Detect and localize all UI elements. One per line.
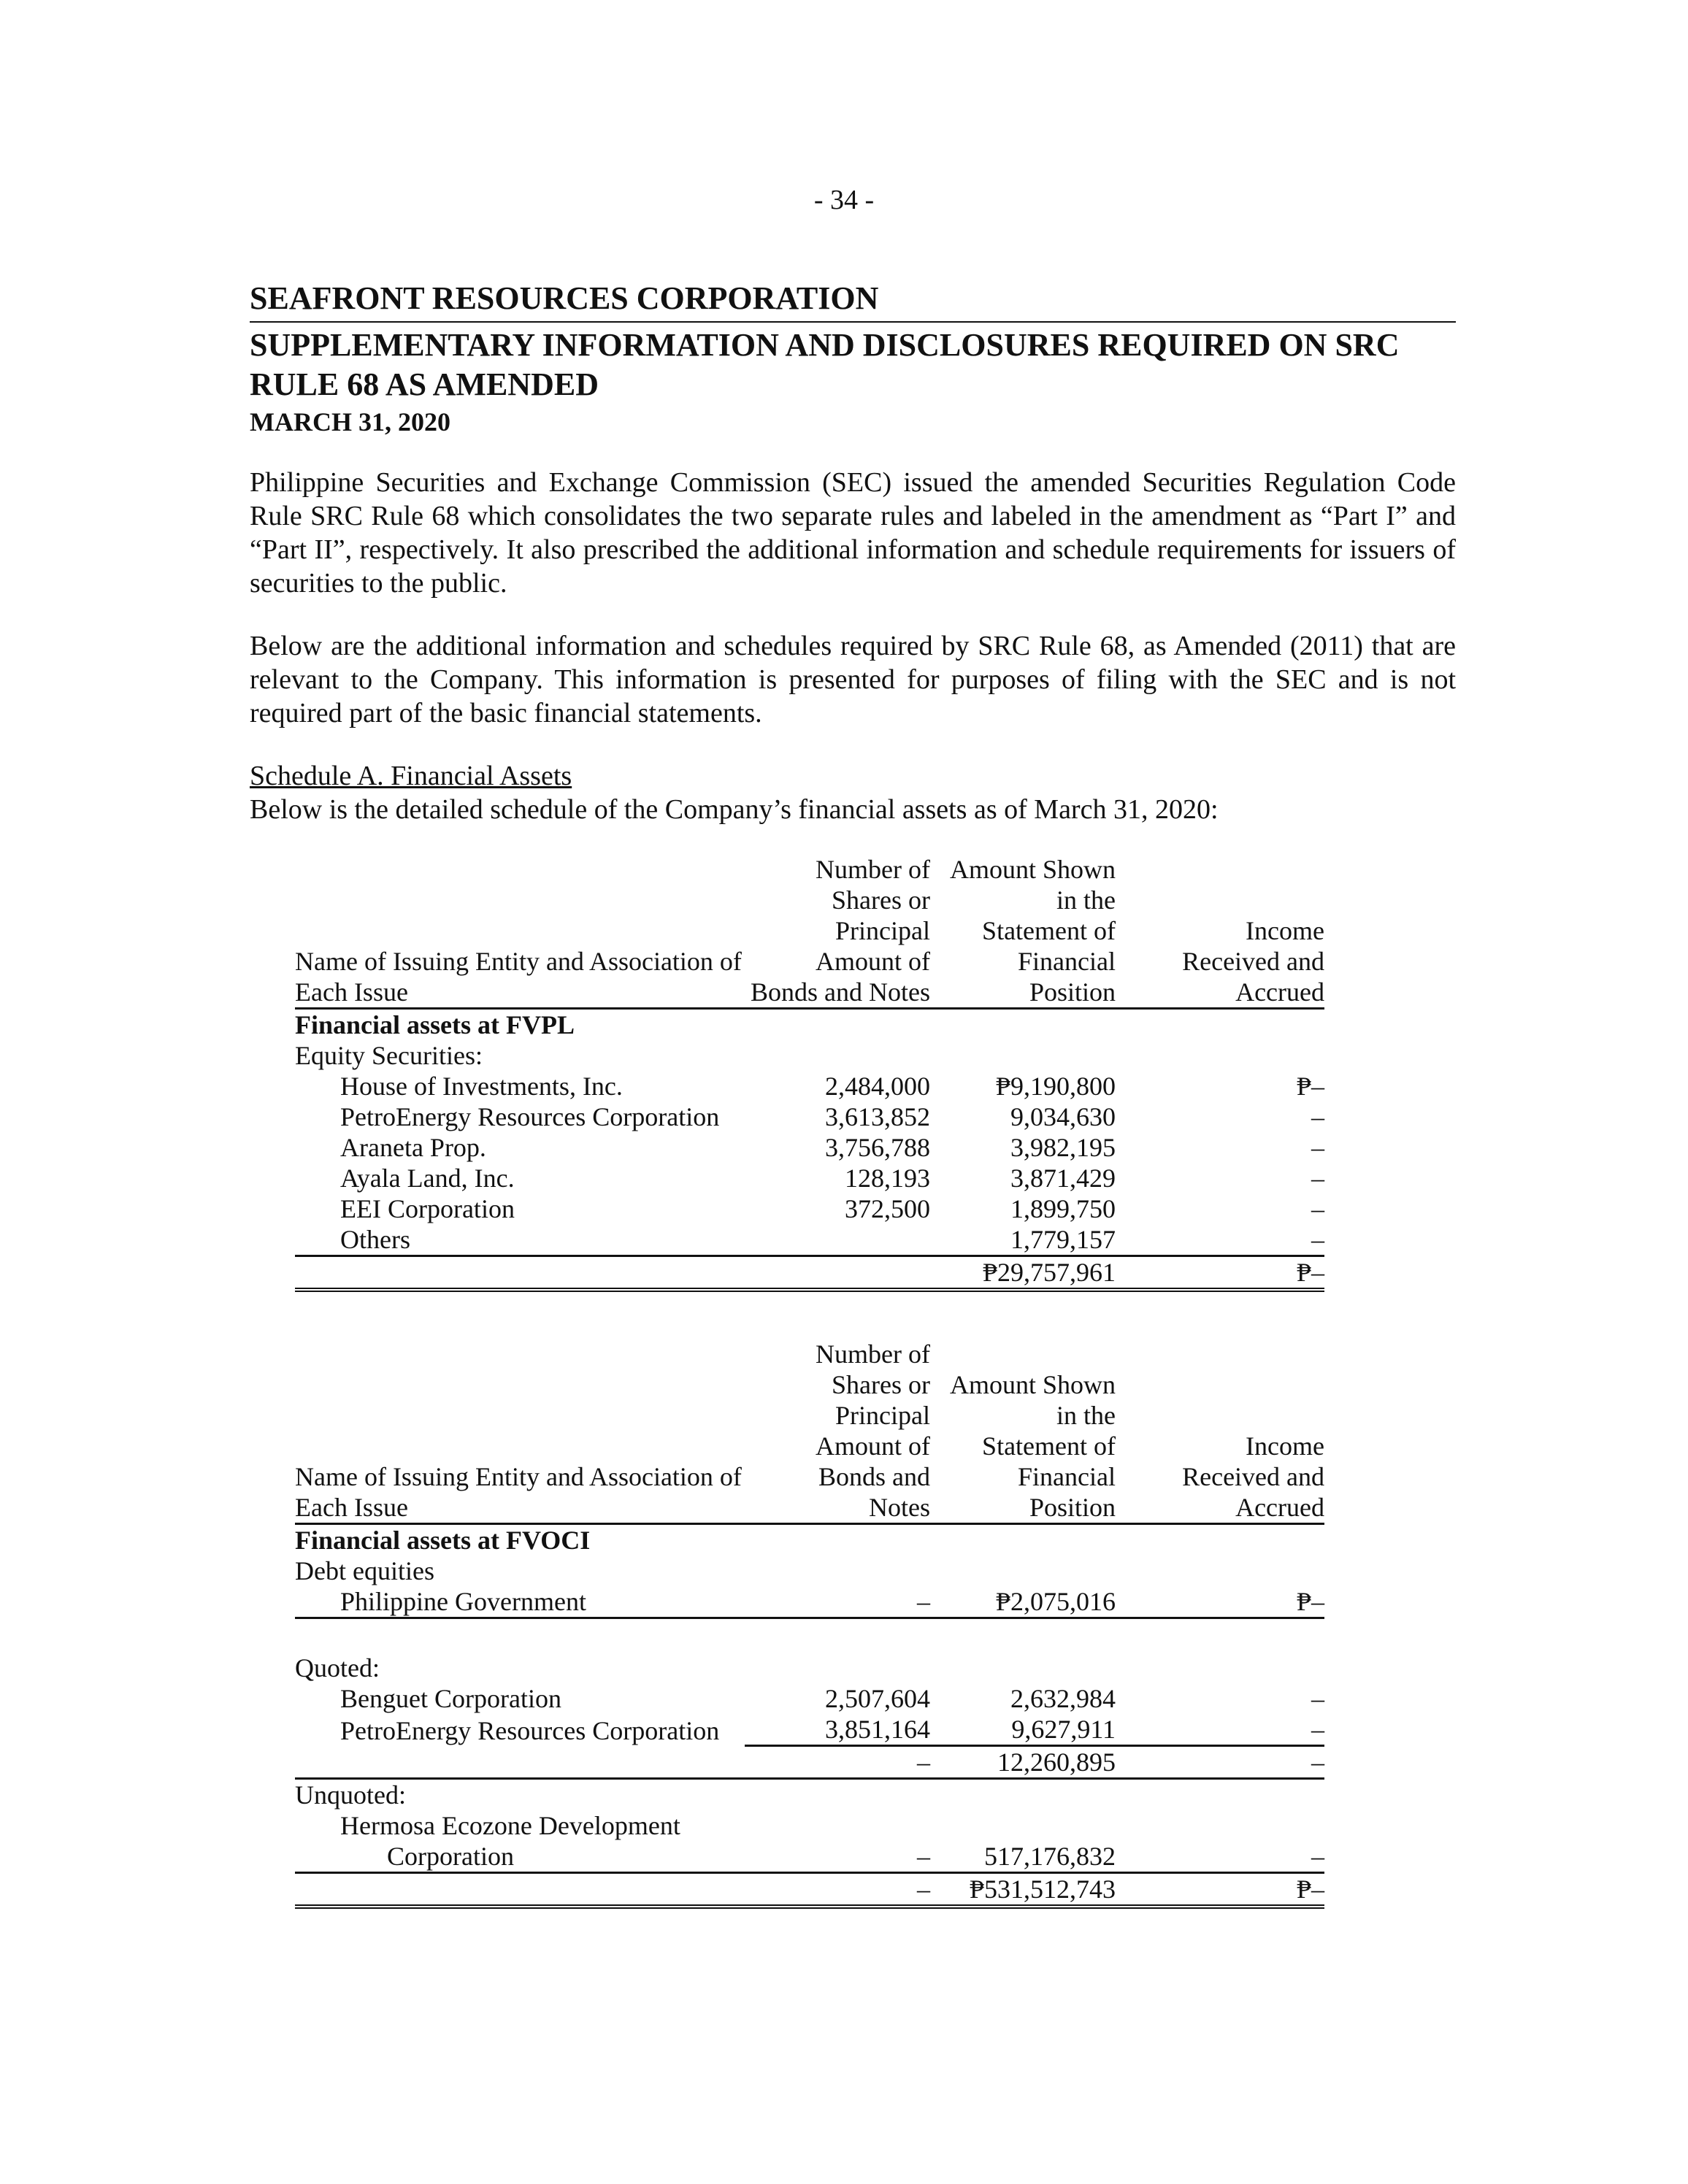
subtotal-shares: –	[745, 1746, 930, 1779]
row-amount: 1,899,750	[1010, 1194, 1116, 1223]
schedule-title: Schedule A. Financial Assets	[250, 761, 572, 791]
table-row	[295, 1193, 1324, 1224]
subtotal-name	[295, 1746, 745, 1779]
row-shares: 3,851,164	[745, 1714, 930, 1746]
intro-paragraph: Philippine Securities and Exchange Commission (SEC) issued the amended Securities Regulation Code Rule SRC Rule 68 which consolidates the two separate rules and labeled in the amendment as “Part I” and “Part II”, respectively. It also prescribed the additional information and schedule requirements for issuers of securities to the public.	[250, 467, 1456, 599]
row-amount: ₱9,190,800	[995, 1072, 1116, 1101]
row-name: House of Investments, Inc.	[340, 1072, 623, 1101]
table-row	[295, 1714, 1324, 1746]
total-income: ₱–	[1116, 1873, 1324, 1907]
row-income: –	[1116, 1224, 1324, 1256]
row-name: Araneta Prop.	[340, 1133, 486, 1162]
row-income: –	[1311, 1194, 1324, 1223]
scope-paragraph: Below are the additional information and schedules required by SRC Rule 68, as Amended (2011) that are relevant to the Company. This information is presented for purposes of filing with the SEC and is not required part of the basic financial statements.	[250, 631, 1456, 728]
row-name: Ayala Land, Inc.	[340, 1164, 515, 1193]
subtotal-amount: 12,260,895	[930, 1746, 1116, 1779]
row-shares: 3,613,852	[825, 1102, 930, 1131]
group-label: Equity Securities:	[295, 1041, 483, 1070]
table-row	[295, 1810, 1324, 1841]
group-row	[295, 1556, 1324, 1586]
row-income: –	[1311, 1164, 1324, 1193]
table-row	[295, 1163, 1324, 1193]
row-income: –	[1116, 1841, 1324, 1873]
table-row	[295, 1101, 1324, 1132]
header-name: Name of Issuing Entity and Association of Each Issue	[295, 1339, 745, 1524]
report-date: MARCH 31, 2020	[250, 407, 450, 437]
row-amount: 517,176,832	[930, 1841, 1116, 1873]
subtotal-row	[295, 1746, 1324, 1779]
header-shares: Number of Shares or Principal Amount of Bonds and Notes	[745, 1339, 930, 1524]
row-shares: 372,500	[845, 1194, 930, 1223]
row-amount: 1,779,157	[930, 1224, 1116, 1256]
row-income: –	[1311, 1133, 1324, 1162]
row-income: ₱–	[1116, 1586, 1324, 1618]
row-amount: 3,982,195	[1010, 1133, 1116, 1162]
header-income: Income Received and Accrued	[1116, 854, 1324, 1009]
row-name: PetroEnergy Resources Corporation	[340, 1715, 720, 1745]
row-shares: 128,193	[845, 1164, 930, 1193]
header-name: Name of Issuing Entity and Association of Each Issue	[295, 854, 745, 1009]
table-row	[295, 1224, 1324, 1256]
row-name: Benguet Corporation	[340, 1684, 561, 1713]
group-row	[295, 1653, 1324, 1683]
total-row	[295, 1256, 1324, 1291]
header-amount: Amount Shown in the Statement of Financial Position	[930, 854, 1116, 1009]
table-row	[295, 1071, 1324, 1101]
company-name: SEAFRONT RESOURCES CORPORATION	[250, 279, 1456, 323]
section-row	[295, 1009, 1324, 1041]
table-row	[295, 1841, 1324, 1873]
row-name: Others	[295, 1224, 745, 1256]
section-label: Financial assets at FVOCI	[295, 1526, 591, 1555]
row-income: ₱–	[1296, 1072, 1324, 1101]
schedule-description: Below is the detailed schedule of the Company’s financial assets as of March 31, 2020:	[250, 794, 1219, 825]
fvpl-table	[295, 854, 1324, 1292]
row-income: –	[1311, 1684, 1324, 1713]
group-label: Unquoted:	[295, 1780, 406, 1810]
report-title: SUPPLEMENTARY INFORMATION AND DISCLOSURES REQUIRED ON SRC RULE 68 AS AMENDED	[250, 327, 1400, 402]
total-row	[295, 1873, 1324, 1907]
total-shares: –	[745, 1873, 930, 1907]
table-header-row	[295, 1339, 1324, 1524]
page-number: - 34 -	[813, 185, 875, 215]
row-amount: 9,034,630	[1010, 1102, 1116, 1131]
header-shares: Number of Shares or Principal Amount of Bonds and Notes	[745, 854, 930, 1009]
row-shares: –	[745, 1586, 930, 1618]
total-amount: ₱531,512,743	[930, 1873, 1116, 1907]
row-name: Philippine Government	[295, 1586, 745, 1618]
row-name: Hermosa Ecozone Development	[340, 1811, 680, 1840]
group-row	[295, 1779, 1324, 1811]
row-income: –	[1116, 1714, 1324, 1746]
table-row	[295, 1586, 1324, 1618]
row-name: PetroEnergy Resources Corporation	[340, 1102, 720, 1131]
row-shares: 3,756,788	[825, 1133, 930, 1162]
total-name	[295, 1256, 745, 1291]
row-income: –	[1311, 1102, 1324, 1131]
section-row	[295, 1524, 1324, 1556]
total-income: ₱–	[1116, 1256, 1324, 1291]
header-amount: Amount Shown in the Statement of Financial Position	[930, 1339, 1116, 1524]
row-name-continued: Corporation	[295, 1841, 745, 1873]
row-shares: –	[745, 1841, 930, 1873]
row-amount: ₱2,075,016	[930, 1586, 1116, 1618]
total-name	[295, 1873, 745, 1907]
total-shares	[745, 1256, 930, 1291]
group-label: Quoted:	[295, 1653, 380, 1683]
table-row	[295, 1132, 1324, 1163]
subtotal-income: –	[1116, 1746, 1324, 1779]
group-label: Debt equities	[295, 1556, 434, 1585]
row-name: EEI Corporation	[340, 1194, 515, 1223]
table-header-row	[295, 854, 1324, 1009]
row-shares	[745, 1224, 930, 1256]
row-amount: 3,871,429	[1010, 1164, 1116, 1193]
section-label: Financial assets at FVPL	[295, 1010, 575, 1039]
total-amount: ₱29,757,961	[930, 1256, 1116, 1291]
header-income: Income Received and Accrued	[1116, 1339, 1324, 1524]
group-row	[295, 1040, 1324, 1071]
fvoci-table	[295, 1339, 1324, 1909]
row-amount: 2,632,984	[1010, 1684, 1116, 1713]
row-amount: 9,627,911	[930, 1714, 1116, 1746]
row-shares: 2,484,000	[825, 1072, 930, 1101]
spacer-row	[295, 1618, 1324, 1653]
row-shares: 2,507,604	[825, 1684, 930, 1713]
table-row	[295, 1683, 1324, 1714]
